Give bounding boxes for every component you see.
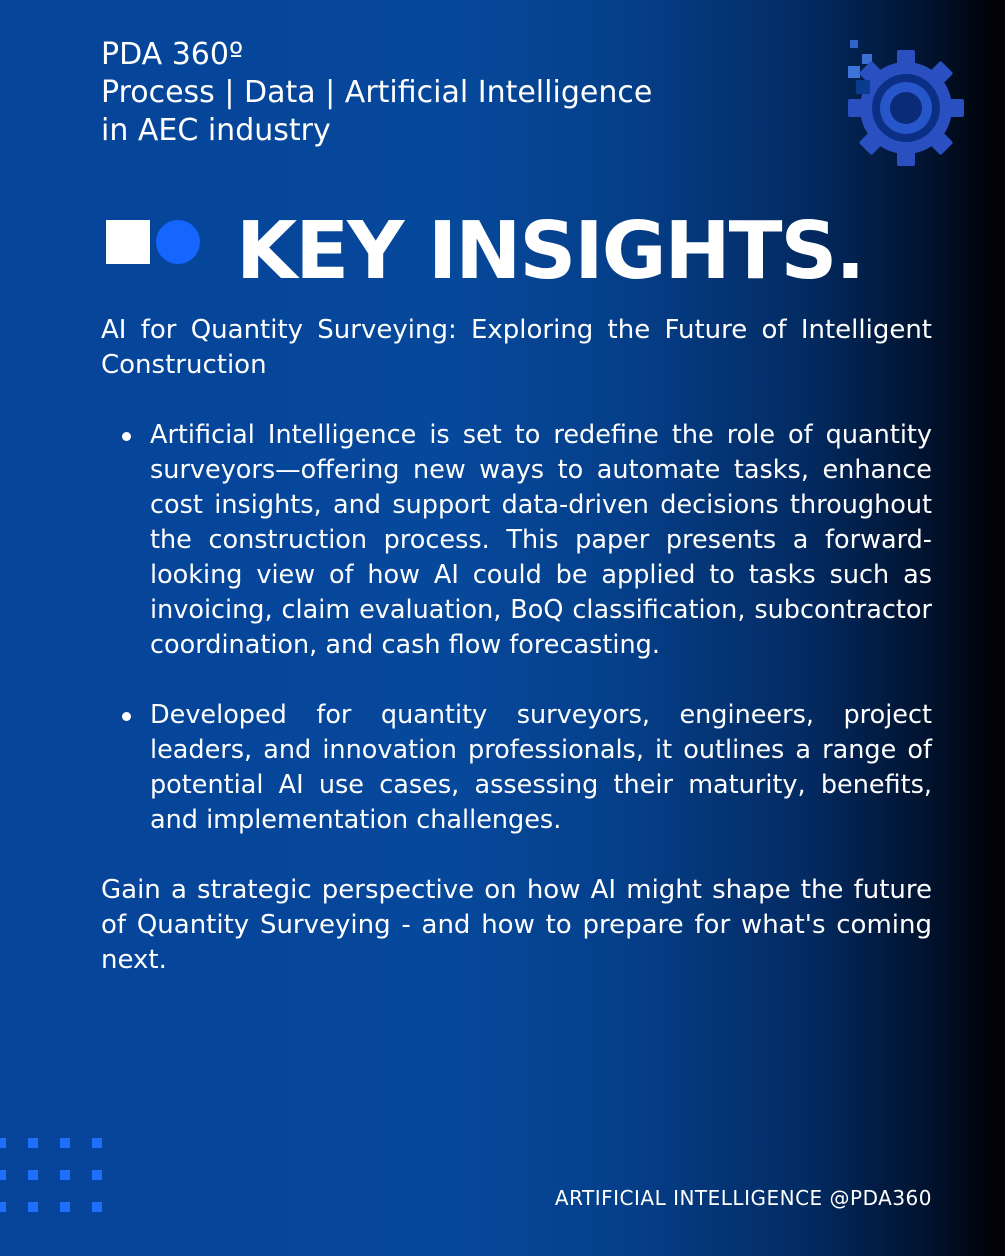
square-icon (106, 220, 150, 264)
intro-text: AI for Quantity Surveying: Exploring the Future of Intelligent Construction (101, 315, 932, 380)
brand-tagline: Process | Data | Artificial Intelligence (101, 75, 653, 110)
list-item (150, 698, 932, 838)
brand-header (101, 36, 741, 150)
gear-icon (842, 36, 966, 166)
title-row (106, 206, 966, 296)
bullet-text: Developed for quantity surveyors, engineers, project leaders, and innovation professionals, it outlines a range of potential AI use cases, assessing their maturity, benefits, and implementation challenges. (150, 700, 932, 835)
list-item (150, 418, 932, 663)
footer-credit: ARTIFICIAL INTELLIGENCE @PDA360 (554, 1186, 932, 1210)
brand-subtitle: in AEC industry (101, 113, 331, 148)
dot-grid-decoration (0, 1136, 120, 1226)
page-title: KEY INSIGHTS. (236, 205, 864, 297)
closing-text: Gain a strategic perspective on how AI might shape the future of Quantity Surveying - and how to prepare for what's coming next. (101, 875, 932, 975)
bullet-icon (122, 712, 131, 721)
bullet-text: Artificial Intelligence is set to redefine the role of quantity surveyors—offering new ways to automate tasks, enhance cost insights, and support data-driven decisions throughout the construction process. This paper presents a forward-looking view of how AI could be applied to tasks such as invoicing, claim evaluation, BoQ classification, subcontractor coordination, and cash flow forecasting. (150, 420, 932, 660)
main-content (101, 313, 932, 978)
bullet-icon (122, 432, 131, 441)
bullet-list (101, 418, 932, 838)
circle-icon (156, 220, 200, 264)
brand-name: PDA 360º (101, 37, 244, 72)
